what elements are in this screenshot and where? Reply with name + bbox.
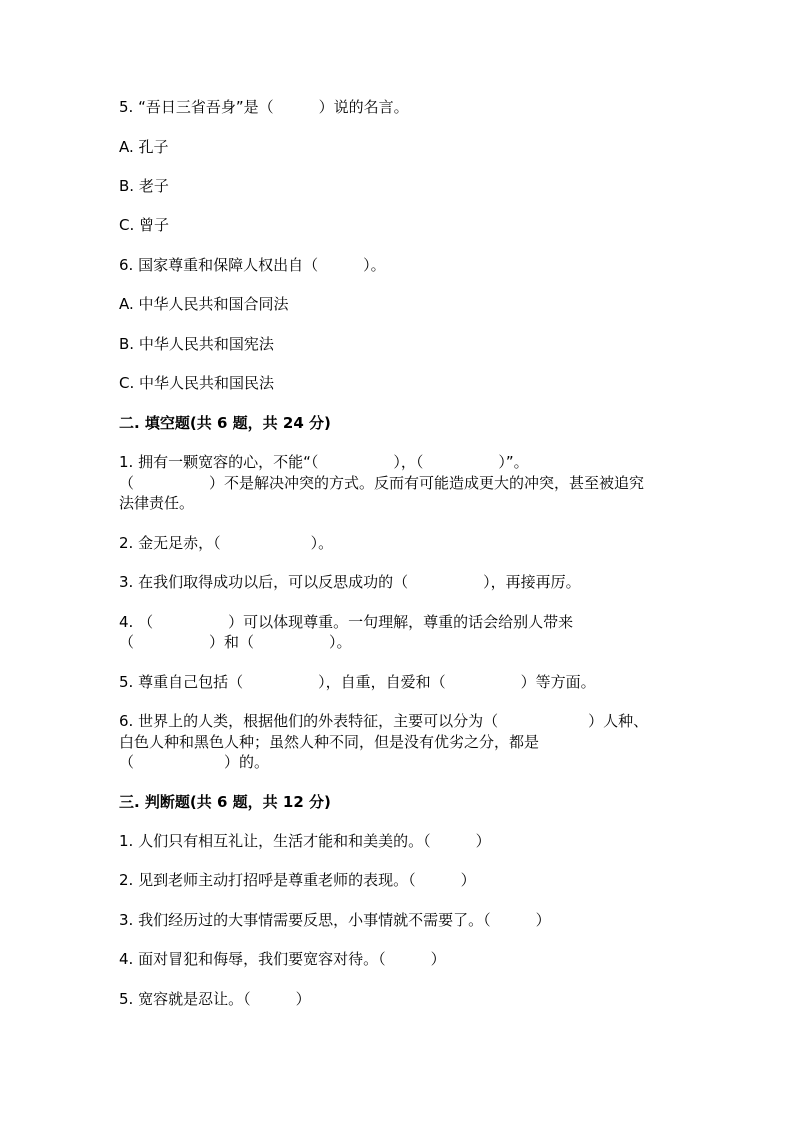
fill-in-q6-line3: （ ）的。 (119, 753, 270, 771)
true-false-item-1: 1. 人们只有相互礼让，生活才能和和美美的。（ ） (119, 832, 491, 850)
true-false-item-3: 3. 我们经历过的大事情需要反思，小事情就不需要了。（ ） (119, 911, 551, 929)
fill-in-q1-line3: 法律责任。 (119, 494, 195, 512)
fill-in-heading: 二. 填空题(共 6 题，共 24 分) (119, 414, 331, 432)
true-false-heading: 三. 判断题(共 6 题，共 12 分) (119, 793, 331, 811)
mc-q5-option-a: A. 孔子 (119, 138, 169, 156)
fill-in-q1-line2: （ ）不是解决冲突的方式。反而有可能造成更大的冲突，甚至被追究 (119, 474, 645, 492)
fill-in-q5: 5. 尊重自己包括（ ），自重，自爱和（ ）等方面。 (119, 673, 596, 691)
fill-in-q4-line2: （ ）和（ ）。 (119, 633, 352, 651)
true-false-item-5: 5. 宽容就是忍让。（ ） (119, 990, 311, 1008)
mc-q6-option-a: A. 中华人民共和国合同法 (119, 295, 289, 313)
true-false-item-4: 4. 面对冒犯和侮辱，我们要宽容对待。（ ） (119, 950, 446, 968)
mc-q6-stem: 6. 国家尊重和保障人权出自（ ）。 (119, 256, 386, 274)
fill-in-q2: 2. 金无足赤，（ ）。 (119, 534, 334, 552)
mc-q5-stem: 5. “吾日三省吾身”是（ ）说的名言。 (119, 98, 409, 116)
fill-in-q6-line2: 白色人种和黑色人种；虽然人种不同，但是没有优劣之分，都是 (119, 733, 540, 751)
true-false-item-2: 2. 见到老师主动打招呼是尊重老师的表现。（ ） (119, 871, 476, 889)
fill-in-q3: 3. 在我们取得成功以后，可以反思成功的（ ），再接再厉。 (119, 573, 581, 591)
mc-q6-option-b: B. 中华人民共和国宪法 (119, 335, 274, 353)
fill-in-q6-line1: 6. 世界上的人类，根据他们的外表特征，主要可以分为（ ）人种、 (119, 712, 649, 730)
fill-in-q4-line1: 4. （ ）可以体现尊重。一句理解，尊重的话会给别人带来 (119, 613, 574, 631)
mc-q5-option-b: B. 老子 (119, 177, 169, 195)
mc-q5-option-c: C. 曾子 (119, 216, 170, 234)
mc-q6-option-c: C. 中华人民共和国民法 (119, 374, 275, 392)
fill-in-q1-line1: 1. 拥有一颗宽容的心，不能“（ ），（ ）”。 (119, 453, 529, 471)
